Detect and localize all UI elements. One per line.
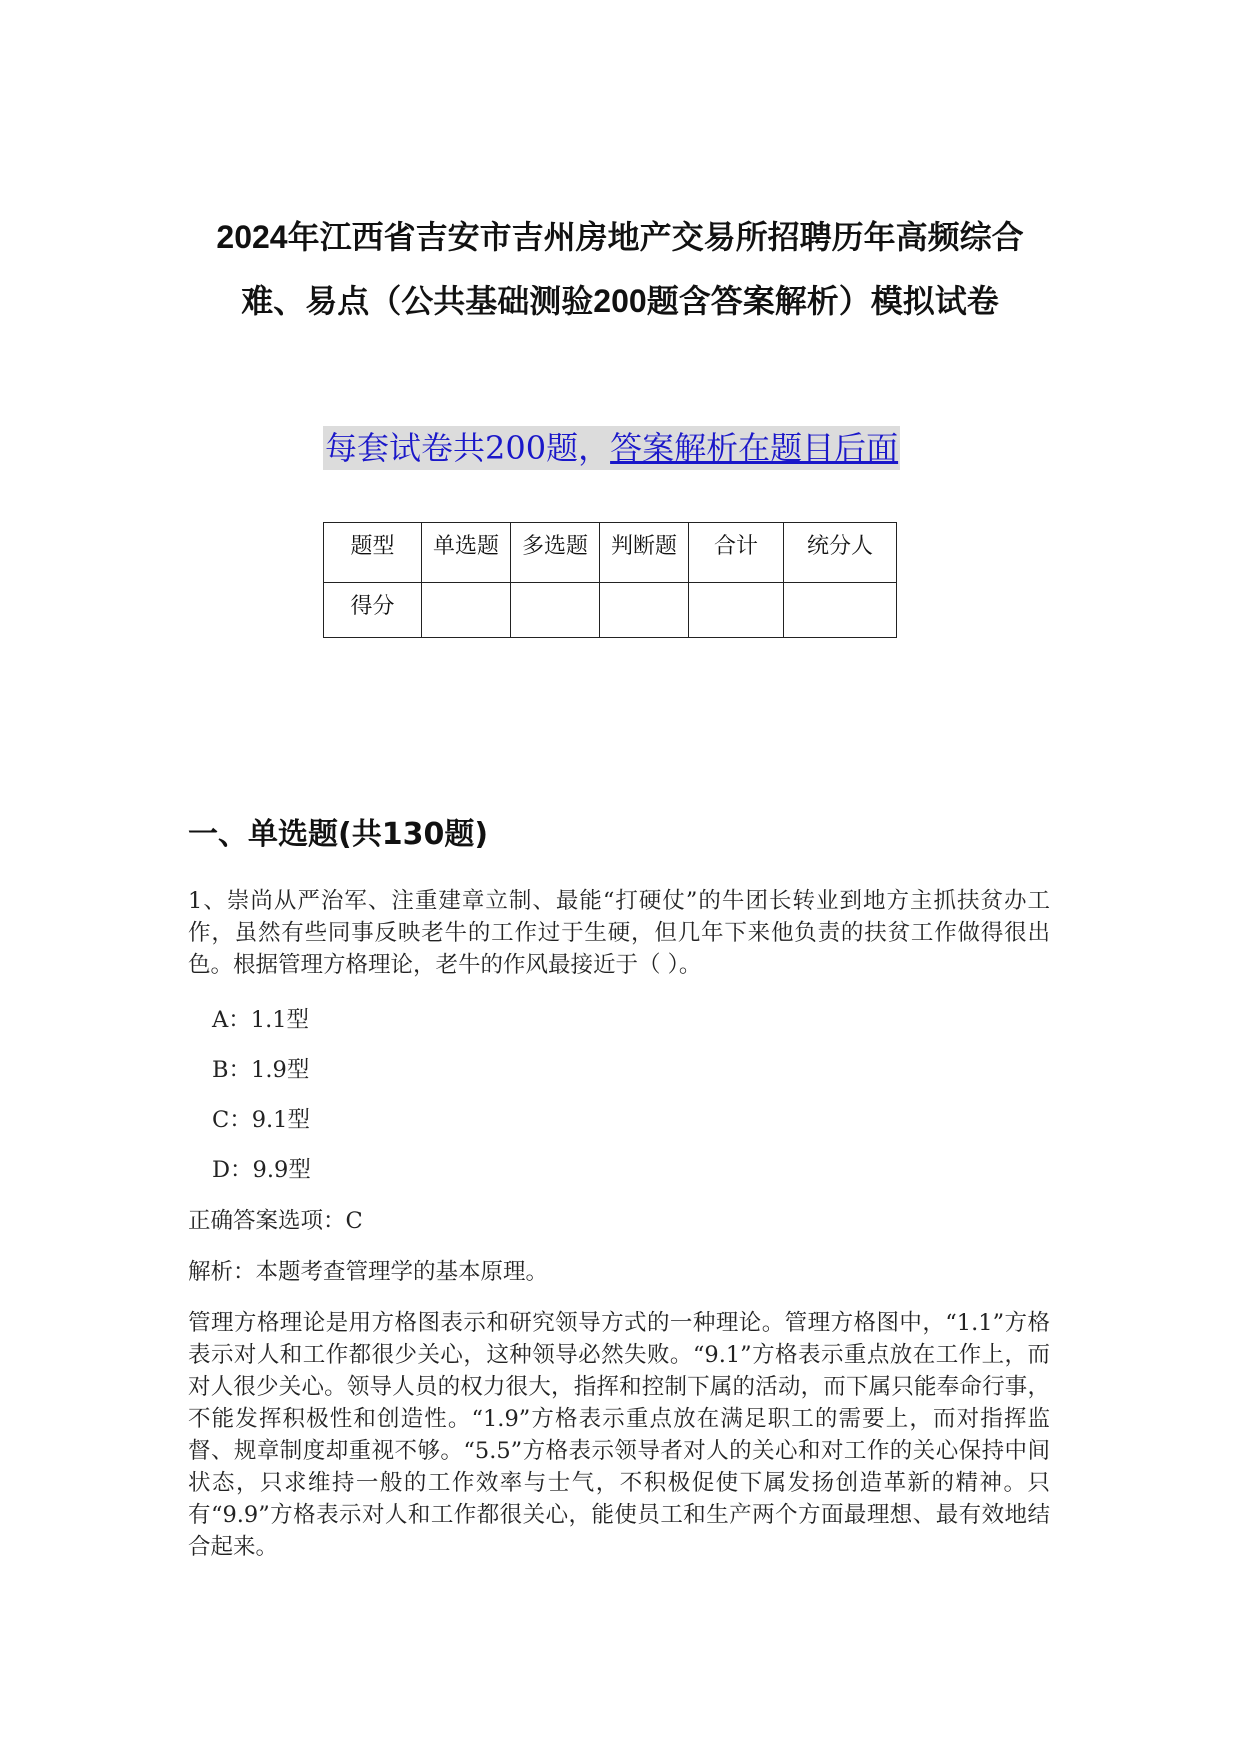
header-cell-scorer: 统分人	[784, 523, 897, 583]
header-cell-total: 合计	[689, 523, 784, 583]
document-title-line-2: 难、易点（公共基础测验200题含答案解析）模拟试卷	[241, 283, 999, 319]
score-table	[323, 522, 897, 638]
score-cell-single-choice[interactable]	[422, 583, 511, 638]
question-text: 1、崇尚从严治军、注重建章立制、最能“打硬仗”的牛团长转业到地方主抓扶贫办工作，虽然有些同事反映老牛的工作过于生硬，但几年下来他负责的扶贫工作做得很出色。根据管理方格理论，老牛的作风最接近于（ ）。	[188, 888, 1050, 978]
score-cell-total[interactable]	[689, 583, 784, 638]
document-title	[170, 205, 1070, 333]
header-cell-type: 题型	[324, 523, 422, 583]
header-cell-single-choice: 单选题	[422, 523, 511, 583]
score-cell-label: 得分	[324, 583, 422, 638]
option-d: D：9.9型	[212, 1157, 311, 1183]
option-b: B：1.9型	[212, 1057, 310, 1083]
banner-text: 每套试卷共200题，	[325, 429, 611, 467]
answer-location-link[interactable]: 答案解析在题目后面	[610, 429, 899, 467]
score-table-score-row	[324, 583, 897, 638]
section-heading: 一、单选题(共130题)	[188, 817, 489, 852]
analysis-explanation: 管理方格理论是用方格图表示和研究领导方式的一种理论。管理方格图中，“1.1”方格表示对人和工作都很少关心，这种领导必然失败。“9.1”方格表示重点放在工作上，而对人很少关心。领导人员的权力很大，指挥和控制下属的活动，而下属只能奉命行事，不能发挥积极性和创造性。“1.9”方格表示重点放在满足职工的需要上，而对指挥监督、规章制度却重视不够。“5.5”方格表示领导者对人的关心和对工作的关心保持中间状态，只求维持一般的工作效率与士气，不积极促使下属发扬创造革新的精神。只有“9.9”方格表示对人和工作都很关心，能使员工和生产两个方面最理想、最有效地结合起来。	[188, 1310, 1050, 1560]
option-c: C：9.1型	[212, 1107, 310, 1133]
header-cell-true-false: 判断题	[600, 523, 689, 583]
score-table-header-row	[324, 523, 897, 583]
header-cell-multiple-choice: 多选题	[511, 523, 600, 583]
document-title-line-1: 2024年江西省吉安市吉州房地产交易所招聘历年高频综合	[216, 219, 1024, 255]
correct-answer: 正确答案选项：C	[188, 1208, 363, 1234]
score-cell-scorer[interactable]	[784, 583, 897, 638]
score-cell-true-false[interactable]	[600, 583, 689, 638]
score-cell-multiple-choice[interactable]	[511, 583, 600, 638]
analysis-intro: 解析：本题考查管理学的基本原理。	[188, 1259, 549, 1285]
option-a: A：1.1型	[212, 1007, 310, 1033]
question-count-banner	[323, 426, 900, 470]
